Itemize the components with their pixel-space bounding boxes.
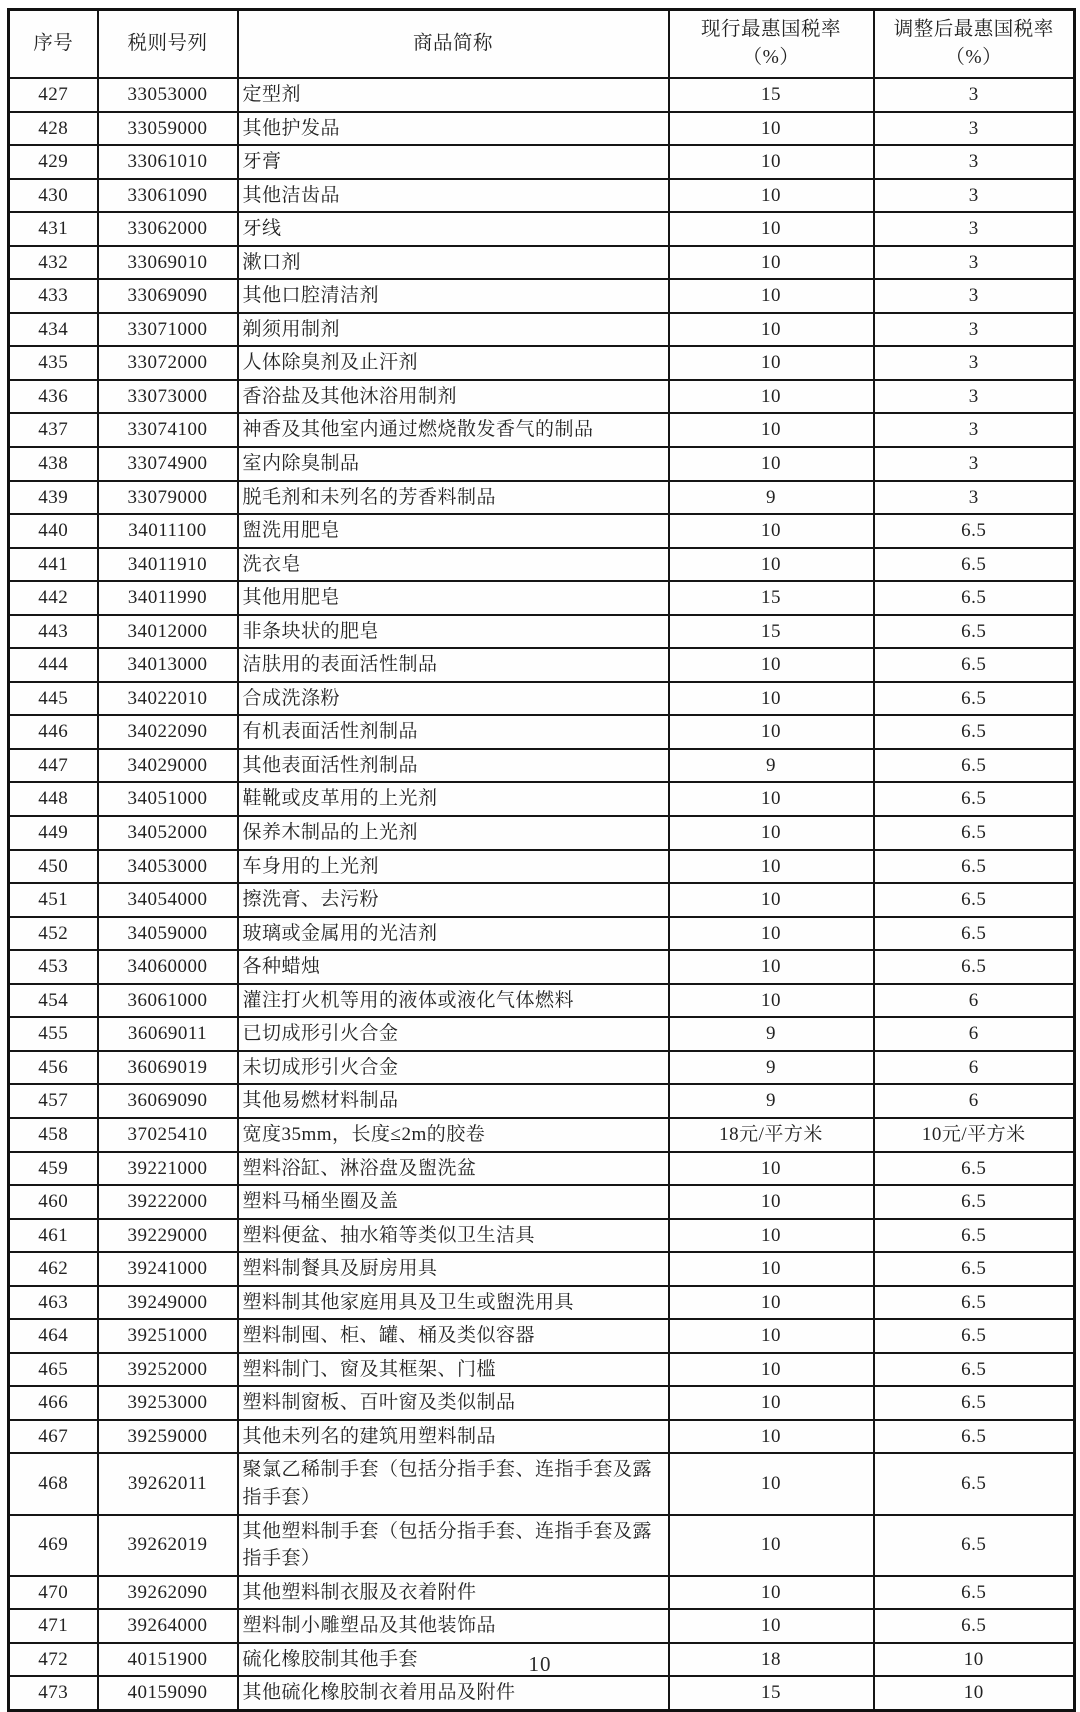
cell-index: 431 — [9, 212, 98, 246]
cell-tariff-code: 40151900 — [98, 1643, 238, 1677]
cell-product-name: 塑料制小雕塑品及其他装饰品 — [238, 1609, 669, 1643]
table-row — [9, 346, 1075, 380]
cell-adjusted-rate: 6.5 — [874, 1453, 1075, 1514]
table-row — [9, 179, 1075, 213]
cell-index: 462 — [9, 1252, 98, 1286]
cell-product-name: 塑料制餐具及厨房用具 — [238, 1252, 669, 1286]
header-adjusted-rate: 调整后最惠国税率（%） — [874, 10, 1075, 79]
table-row — [9, 145, 1075, 179]
cell-product-name: 擦洗膏、去污粉 — [238, 883, 669, 917]
cell-adjusted-rate: 6.5 — [874, 1185, 1075, 1219]
cell-tariff-code: 34029000 — [98, 749, 238, 783]
cell-product-name: 塑料制其他家庭用具及卫生或盥洗用具 — [238, 1286, 669, 1320]
cell-adjusted-rate: 6 — [874, 1017, 1075, 1051]
table-row — [9, 212, 1075, 246]
table-row — [9, 112, 1075, 146]
cell-tariff-code: 33062000 — [98, 212, 238, 246]
cell-product-name: 鞋靴或皮革用的上光剂 — [238, 782, 669, 816]
cell-index: 432 — [9, 246, 98, 280]
cell-current-rate: 10 — [669, 112, 874, 146]
cell-adjusted-rate: 6.5 — [874, 1152, 1075, 1186]
cell-adjusted-rate: 6.5 — [874, 850, 1075, 884]
cell-adjusted-rate: 6.5 — [874, 1386, 1075, 1420]
cell-tariff-code: 34051000 — [98, 782, 238, 816]
cell-adjusted-rate: 3 — [874, 346, 1075, 380]
table-row — [9, 1420, 1075, 1454]
cell-index: 467 — [9, 1420, 98, 1454]
cell-tariff-code: 33059000 — [98, 112, 238, 146]
cell-tariff-code: 39221000 — [98, 1152, 238, 1186]
header-row — [9, 10, 1075, 79]
cell-product-name: 保养木制品的上光剂 — [238, 816, 669, 850]
table-row — [9, 682, 1075, 716]
cell-product-name: 人体除臭剂及止汗剂 — [238, 346, 669, 380]
cell-current-rate: 15 — [669, 581, 874, 615]
cell-adjusted-rate: 6.5 — [874, 816, 1075, 850]
cell-index: 463 — [9, 1286, 98, 1320]
cell-product-name: 牙线 — [238, 212, 669, 246]
cell-adjusted-rate: 10 — [874, 1643, 1075, 1677]
cell-index: 440 — [9, 514, 98, 548]
cell-tariff-code: 34022010 — [98, 682, 238, 716]
cell-current-rate: 10 — [669, 413, 874, 447]
cell-current-rate: 10 — [669, 1515, 874, 1576]
cell-product-name: 硫化橡胶制其他手套 — [238, 1643, 669, 1677]
cell-tariff-code: 33072000 — [98, 346, 238, 380]
page-number: 10 — [528, 1652, 552, 1676]
cell-product-name: 有机表面活性剂制品 — [238, 715, 669, 749]
cell-current-rate: 10 — [669, 514, 874, 548]
cell-current-rate: 10 — [669, 246, 874, 280]
cell-current-rate: 10 — [669, 179, 874, 213]
cell-adjusted-rate: 6.5 — [874, 917, 1075, 951]
cell-tariff-code: 39251000 — [98, 1319, 238, 1353]
cell-current-rate: 9 — [669, 749, 874, 783]
cell-index: 442 — [9, 581, 98, 615]
cell-adjusted-rate: 3 — [874, 380, 1075, 414]
cell-tariff-code: 39252000 — [98, 1353, 238, 1387]
cell-tariff-code: 33073000 — [98, 380, 238, 414]
cell-product-name: 盥洗用肥皂 — [238, 514, 669, 548]
cell-tariff-code: 33053000 — [98, 78, 238, 112]
cell-current-rate: 10 — [669, 145, 874, 179]
cell-tariff-code: 36069019 — [98, 1051, 238, 1085]
table-row — [9, 581, 1075, 615]
cell-index: 452 — [9, 917, 98, 951]
cell-current-rate: 10 — [669, 1152, 874, 1186]
cell-product-name: 已切成形引火合金 — [238, 1017, 669, 1051]
cell-product-name: 未切成形引火合金 — [238, 1051, 669, 1085]
cell-product-name: 塑料马桶坐圈及盖 — [238, 1185, 669, 1219]
table-row — [9, 413, 1075, 447]
cell-product-name: 非条块状的肥皂 — [238, 615, 669, 649]
cell-tariff-code: 33079000 — [98, 481, 238, 515]
cell-product-name: 其他未列名的建筑用塑料制品 — [238, 1420, 669, 1454]
cell-current-rate: 9 — [669, 1017, 874, 1051]
cell-index: 450 — [9, 850, 98, 884]
cell-tariff-code: 34052000 — [98, 816, 238, 850]
table-row — [9, 1185, 1075, 1219]
cell-tariff-code: 34011910 — [98, 548, 238, 582]
cell-index: 437 — [9, 413, 98, 447]
cell-index: 465 — [9, 1353, 98, 1387]
table-row — [9, 782, 1075, 816]
cell-tariff-code: 39253000 — [98, 1386, 238, 1420]
cell-adjusted-rate: 6.5 — [874, 1609, 1075, 1643]
cell-index: 473 — [9, 1676, 98, 1710]
cell-index: 454 — [9, 984, 98, 1018]
cell-adjusted-rate: 6.5 — [874, 883, 1075, 917]
cell-adjusted-rate: 6.5 — [874, 1252, 1075, 1286]
cell-current-rate: 10 — [669, 380, 874, 414]
cell-current-rate: 10 — [669, 1609, 874, 1643]
cell-product-name: 其他硫化橡胶制衣着用品及附件 — [238, 1676, 669, 1710]
table-row — [9, 1252, 1075, 1286]
table-row — [9, 1118, 1075, 1152]
cell-index: 445 — [9, 682, 98, 716]
cell-index: 447 — [9, 749, 98, 783]
table-row — [9, 78, 1075, 112]
table-header — [9, 10, 1075, 79]
cell-index: 471 — [9, 1609, 98, 1643]
cell-current-rate: 10 — [669, 984, 874, 1018]
cell-adjusted-rate: 6.5 — [874, 1515, 1075, 1576]
cell-product-name: 洗衣皂 — [238, 548, 669, 582]
cell-index: 436 — [9, 380, 98, 414]
table-row — [9, 1319, 1075, 1353]
cell-product-name: 香浴盐及其他沐浴用制剂 — [238, 380, 669, 414]
cell-adjusted-rate: 3 — [874, 447, 1075, 481]
cell-tariff-code: 40159090 — [98, 1676, 238, 1710]
cell-tariff-code: 33074100 — [98, 413, 238, 447]
cell-current-rate: 10 — [669, 1386, 874, 1420]
cell-tariff-code: 34012000 — [98, 615, 238, 649]
table-row — [9, 1515, 1075, 1576]
table-row — [9, 1386, 1075, 1420]
cell-product-name: 洁肤用的表面活性制品 — [238, 648, 669, 682]
cell-adjusted-rate: 3 — [874, 145, 1075, 179]
cell-tariff-code: 39262090 — [98, 1576, 238, 1610]
cell-tariff-code: 33071000 — [98, 313, 238, 347]
cell-index: 439 — [9, 481, 98, 515]
cell-current-rate: 10 — [669, 917, 874, 951]
cell-current-rate: 10 — [669, 950, 874, 984]
table-row — [9, 917, 1075, 951]
cell-product-name: 其他表面活性剂制品 — [238, 749, 669, 783]
cell-adjusted-rate: 6.5 — [874, 1319, 1075, 1353]
cell-current-rate: 10 — [669, 1319, 874, 1353]
cell-tariff-code: 34054000 — [98, 883, 238, 917]
cell-current-rate: 10 — [669, 1252, 874, 1286]
cell-tariff-code: 36061000 — [98, 984, 238, 1018]
cell-adjusted-rate: 6.5 — [874, 1353, 1075, 1387]
cell-tariff-code: 34013000 — [98, 648, 238, 682]
cell-current-rate: 18 — [669, 1643, 874, 1677]
cell-adjusted-rate: 3 — [874, 78, 1075, 112]
cell-tariff-code: 34059000 — [98, 917, 238, 951]
cell-current-rate: 10 — [669, 279, 874, 313]
cell-current-rate: 10 — [669, 648, 874, 682]
cell-product-name: 塑料制窗板、百叶窗及类似制品 — [238, 1386, 669, 1420]
cell-tariff-code: 36069011 — [98, 1017, 238, 1051]
cell-product-name: 塑料浴缸、淋浴盘及盥洗盆 — [238, 1152, 669, 1186]
cell-adjusted-rate: 3 — [874, 179, 1075, 213]
cell-index: 459 — [9, 1152, 98, 1186]
cell-adjusted-rate: 6.5 — [874, 1219, 1075, 1253]
cell-index: 453 — [9, 950, 98, 984]
cell-index: 446 — [9, 715, 98, 749]
header-current-rate: 现行最惠国税率（%） — [669, 10, 874, 79]
cell-index: 469 — [9, 1515, 98, 1576]
table-row — [9, 279, 1075, 313]
cell-adjusted-rate: 6.5 — [874, 581, 1075, 615]
cell-current-rate: 10 — [669, 212, 874, 246]
cell-product-name: 车身用的上光剂 — [238, 850, 669, 884]
cell-current-rate: 10 — [669, 782, 874, 816]
cell-index: 455 — [9, 1017, 98, 1051]
table-row — [9, 1219, 1075, 1253]
cell-product-name: 剃须用制剂 — [238, 313, 669, 347]
table-row — [9, 1676, 1075, 1710]
cell-current-rate: 10 — [669, 1219, 874, 1253]
cell-adjusted-rate: 6.5 — [874, 715, 1075, 749]
table-row — [9, 648, 1075, 682]
table-row — [9, 1017, 1075, 1051]
cell-adjusted-rate: 6.5 — [874, 548, 1075, 582]
cell-current-rate: 15 — [669, 615, 874, 649]
cell-tariff-code: 39229000 — [98, 1219, 238, 1253]
cell-index: 448 — [9, 782, 98, 816]
cell-tariff-code: 39249000 — [98, 1286, 238, 1320]
cell-index: 433 — [9, 279, 98, 313]
cell-current-rate: 9 — [669, 481, 874, 515]
cell-index: 438 — [9, 447, 98, 481]
cell-tariff-code: 39264000 — [98, 1609, 238, 1643]
cell-product-name: 玻璃或金属用的光洁剂 — [238, 917, 669, 951]
cell-product-name: 合成洗涤粉 — [238, 682, 669, 716]
cell-current-rate: 15 — [669, 78, 874, 112]
table-row — [9, 715, 1075, 749]
cell-product-name: 其他塑料制手套（包括分指手套、连指手套及露指手套） — [238, 1515, 669, 1576]
cell-tariff-code: 39262019 — [98, 1515, 238, 1576]
cell-index: 434 — [9, 313, 98, 347]
tariff-table-page — [7, 8, 1073, 1712]
cell-product-name: 其他用肥皂 — [238, 581, 669, 615]
cell-current-rate: 10 — [669, 850, 874, 884]
table-row — [9, 883, 1075, 917]
cell-adjusted-rate: 6 — [874, 984, 1075, 1018]
cell-current-rate: 10 — [669, 1286, 874, 1320]
cell-tariff-code: 37025410 — [98, 1118, 238, 1152]
cell-product-name: 定型剂 — [238, 78, 669, 112]
cell-adjusted-rate: 6 — [874, 1051, 1075, 1085]
cell-product-name: 牙膏 — [238, 145, 669, 179]
cell-index: 427 — [9, 78, 98, 112]
cell-tariff-code: 34053000 — [98, 850, 238, 884]
cell-adjusted-rate: 6.5 — [874, 682, 1075, 716]
table-row — [9, 816, 1075, 850]
table-body — [9, 78, 1075, 1710]
cell-current-rate: 15 — [669, 1676, 874, 1710]
tariff-rate-table — [7, 8, 1076, 1712]
cell-current-rate: 10 — [669, 883, 874, 917]
table-row — [9, 950, 1075, 984]
table-row — [9, 1609, 1075, 1643]
table-row — [9, 615, 1075, 649]
cell-adjusted-rate: 3 — [874, 212, 1075, 246]
cell-current-rate: 9 — [669, 1084, 874, 1118]
cell-adjusted-rate: 6.5 — [874, 782, 1075, 816]
table-row — [9, 514, 1075, 548]
cell-product-name: 神香及其他室内通过燃烧散发香气的制品 — [238, 413, 669, 447]
cell-index: 449 — [9, 816, 98, 850]
table-row — [9, 1353, 1075, 1387]
cell-adjusted-rate: 6.5 — [874, 1286, 1075, 1320]
cell-tariff-code: 33061090 — [98, 179, 238, 213]
cell-adjusted-rate: 10元/平方米 — [874, 1118, 1075, 1152]
cell-adjusted-rate: 3 — [874, 313, 1075, 347]
table-row — [9, 749, 1075, 783]
cell-tariff-code: 39222000 — [98, 1185, 238, 1219]
cell-product-name: 塑料制门、窗及其框架、门槛 — [238, 1353, 669, 1387]
cell-product-name: 其他易燃材料制品 — [238, 1084, 669, 1118]
cell-tariff-code: 33069010 — [98, 246, 238, 280]
table-row — [9, 850, 1075, 884]
cell-index: 458 — [9, 1118, 98, 1152]
cell-index: 457 — [9, 1084, 98, 1118]
cell-product-name: 脱毛剂和未列名的芳香料制品 — [238, 481, 669, 515]
cell-index: 470 — [9, 1576, 98, 1610]
cell-adjusted-rate: 3 — [874, 413, 1075, 447]
cell-tariff-code: 34011990 — [98, 581, 238, 615]
table-row — [9, 380, 1075, 414]
cell-adjusted-rate: 6.5 — [874, 950, 1075, 984]
cell-adjusted-rate: 10 — [874, 1676, 1075, 1710]
cell-index: 444 — [9, 648, 98, 682]
cell-index: 443 — [9, 615, 98, 649]
cell-product-name: 漱口剂 — [238, 246, 669, 280]
cell-current-rate: 10 — [669, 346, 874, 380]
cell-product-name: 其他洁齿品 — [238, 179, 669, 213]
cell-current-rate: 10 — [669, 682, 874, 716]
cell-product-name: 宽度35mm，长度≤2m的胶卷 — [238, 1118, 669, 1152]
cell-index: 461 — [9, 1219, 98, 1253]
table-row — [9, 313, 1075, 347]
cell-adjusted-rate: 3 — [874, 279, 1075, 313]
cell-product-name: 各种蜡烛 — [238, 950, 669, 984]
cell-current-rate: 10 — [669, 1185, 874, 1219]
cell-adjusted-rate: 6.5 — [874, 615, 1075, 649]
cell-tariff-code: 34022090 — [98, 715, 238, 749]
table-row — [9, 1286, 1075, 1320]
cell-current-rate: 10 — [669, 447, 874, 481]
cell-index: 472 — [9, 1643, 98, 1677]
cell-current-rate: 10 — [669, 1576, 874, 1610]
cell-index: 451 — [9, 883, 98, 917]
cell-adjusted-rate: 6.5 — [874, 648, 1075, 682]
cell-adjusted-rate: 6 — [874, 1084, 1075, 1118]
cell-tariff-code: 36069090 — [98, 1084, 238, 1118]
table-row — [9, 1084, 1075, 1118]
cell-product-name: 塑料便盆、抽水箱等类似卫生洁具 — [238, 1219, 669, 1253]
cell-product-name: 灌注打火机等用的液体或液化气体燃料 — [238, 984, 669, 1018]
header-product-name: 商品简称 — [238, 10, 669, 79]
table-row — [9, 1576, 1075, 1610]
cell-index: 468 — [9, 1453, 98, 1514]
cell-product-name: 聚氯乙稀制手套（包括分指手套、连指手套及露指手套） — [238, 1453, 669, 1514]
cell-current-rate: 10 — [669, 1353, 874, 1387]
cell-current-rate: 10 — [669, 313, 874, 347]
cell-tariff-code: 34011100 — [98, 514, 238, 548]
cell-product-name: 塑料制囤、柜、罐、桶及类似容器 — [238, 1319, 669, 1353]
cell-tariff-code: 33069090 — [98, 279, 238, 313]
cell-current-rate: 10 — [669, 1420, 874, 1454]
cell-current-rate: 18元/平方米 — [669, 1118, 874, 1152]
cell-adjusted-rate: 3 — [874, 112, 1075, 146]
cell-adjusted-rate: 6.5 — [874, 1576, 1075, 1610]
cell-index: 460 — [9, 1185, 98, 1219]
cell-current-rate: 10 — [669, 548, 874, 582]
table-row — [9, 1453, 1075, 1514]
cell-index: 428 — [9, 112, 98, 146]
cell-product-name: 室内除臭制品 — [238, 447, 669, 481]
header-tariff-code: 税则号列 — [98, 10, 238, 79]
table-row — [9, 246, 1075, 280]
cell-tariff-code: 39262011 — [98, 1453, 238, 1514]
cell-tariff-code: 33074900 — [98, 447, 238, 481]
cell-tariff-code: 34060000 — [98, 950, 238, 984]
cell-index: 466 — [9, 1386, 98, 1420]
cell-adjusted-rate: 3 — [874, 481, 1075, 515]
cell-current-rate: 10 — [669, 1453, 874, 1514]
cell-index: 429 — [9, 145, 98, 179]
table-row — [9, 447, 1075, 481]
cell-tariff-code: 39241000 — [98, 1252, 238, 1286]
cell-adjusted-rate: 6.5 — [874, 1420, 1075, 1454]
cell-index: 464 — [9, 1319, 98, 1353]
cell-current-rate: 10 — [669, 715, 874, 749]
cell-current-rate: 10 — [669, 816, 874, 850]
table-row — [9, 548, 1075, 582]
cell-tariff-code: 33061010 — [98, 145, 238, 179]
cell-current-rate: 9 — [669, 1051, 874, 1085]
cell-adjusted-rate: 6.5 — [874, 514, 1075, 548]
cell-adjusted-rate: 6.5 — [874, 749, 1075, 783]
table-row — [9, 1051, 1075, 1085]
header-index: 序号 — [9, 10, 98, 79]
cell-product-name: 其他塑料制衣服及衣着附件 — [238, 1576, 669, 1610]
cell-product-name: 其他护发品 — [238, 112, 669, 146]
cell-adjusted-rate: 3 — [874, 246, 1075, 280]
cell-index: 430 — [9, 179, 98, 213]
cell-tariff-code: 39259000 — [98, 1420, 238, 1454]
cell-index: 456 — [9, 1051, 98, 1085]
table-row — [9, 481, 1075, 515]
cell-index: 441 — [9, 548, 98, 582]
cell-index: 435 — [9, 346, 98, 380]
table-row — [9, 1152, 1075, 1186]
cell-product-name: 其他口腔清洁剂 — [238, 279, 669, 313]
table-row — [9, 984, 1075, 1018]
